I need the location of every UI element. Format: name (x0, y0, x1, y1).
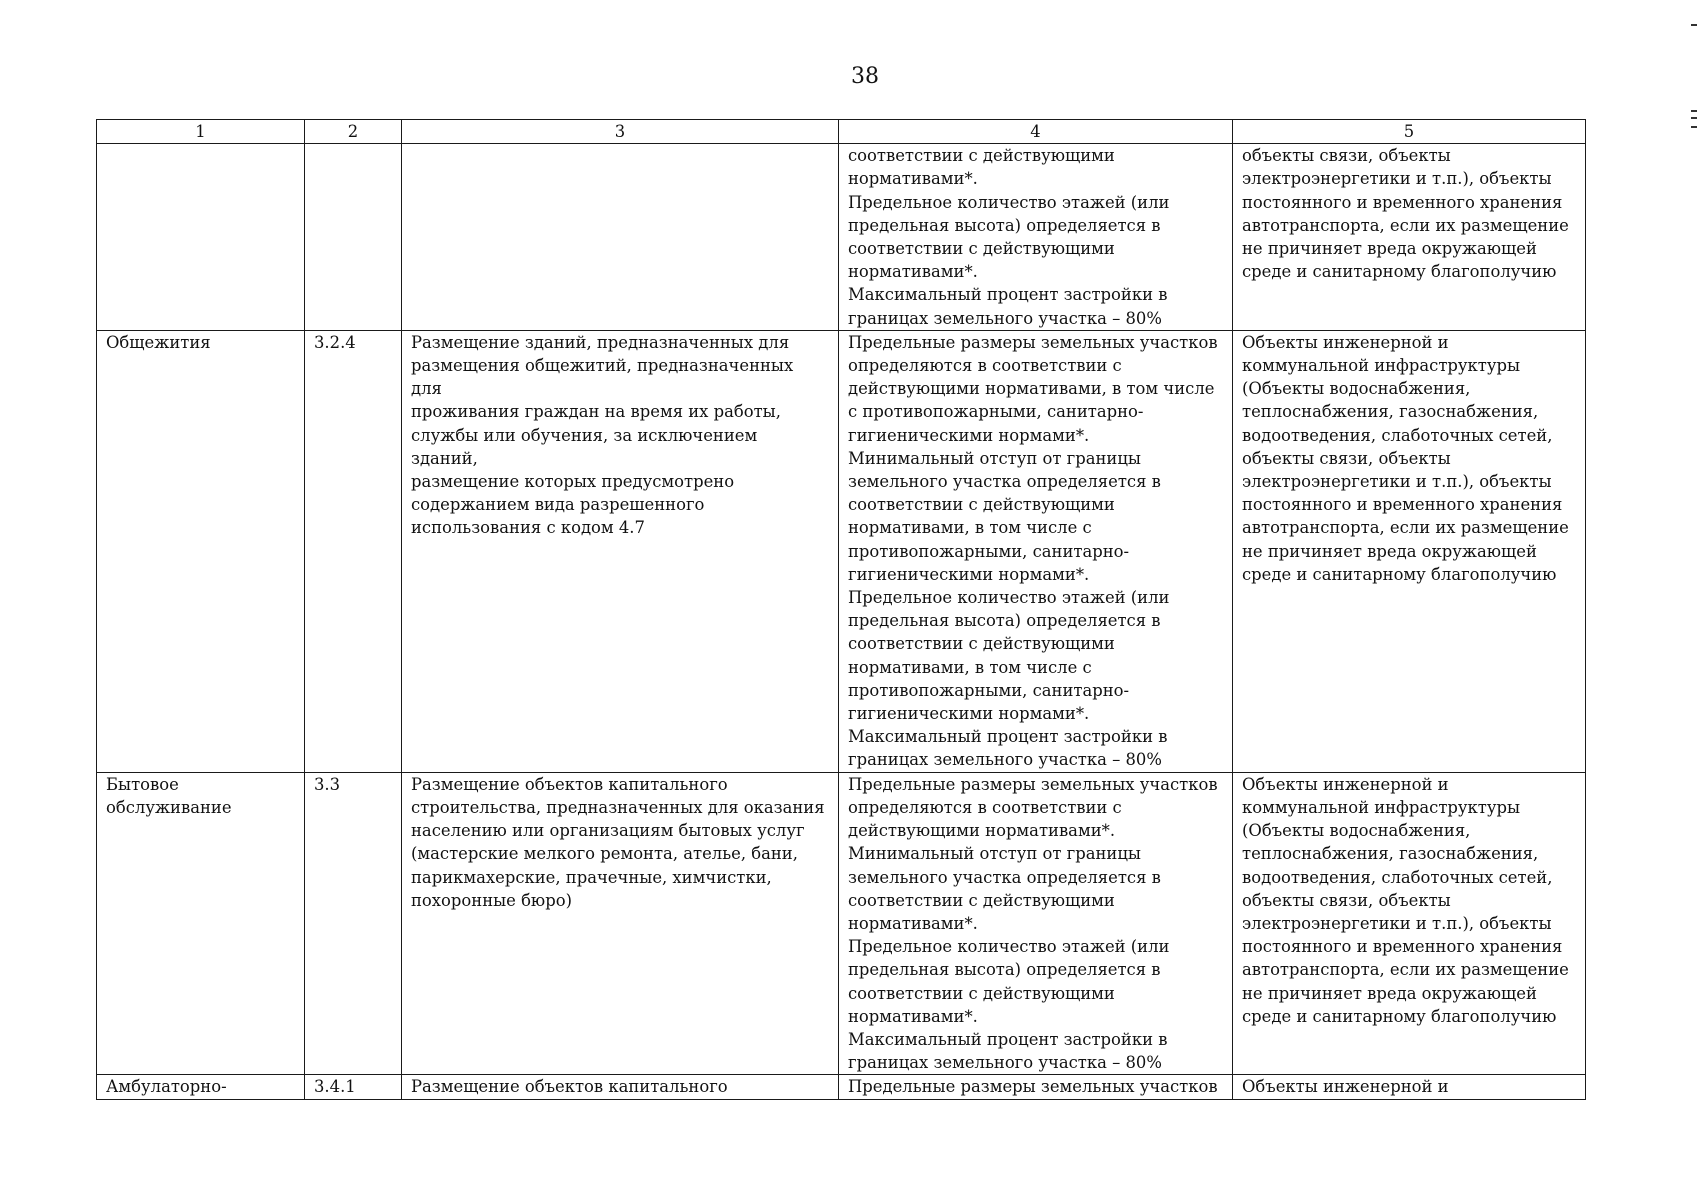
use-type-code: 3.3 (305, 772, 402, 1075)
column-header: 4 (839, 120, 1233, 144)
column-header: 2 (305, 120, 402, 144)
use-type-infrastructure: Объекты инженерной и (1233, 1075, 1586, 1099)
use-type-code: 3.2.4 (305, 330, 402, 772)
column-header: 5 (1233, 120, 1586, 144)
use-type-name (97, 144, 305, 331)
use-type-description (402, 144, 839, 331)
table-header-row (97, 120, 1586, 144)
column-header: 1 (97, 120, 305, 144)
use-type-parameters: Предельные размеры земельных участков определяются в соответствии с действующими нормативами, в том числе с противопожарными, санитарно- гигиеническими нормами*. Минимальный отступ от границы земельного участка определяется в соответствии с действующими нормативами, в том числе с противопожарными, санитарно- гигиеническими нормами*. Предельное количество этажей (или предельная высота) определяется в соответствии с действующими нормативами, в том числе с противопожарными, санитарно- гигиеническими нормами*. Максимальный процент застройки в границах земельного участка – 80% (839, 330, 1233, 772)
use-type-code (305, 144, 402, 331)
use-type-description: Размещение объектов капитального строительства, предназначенных для оказания населению или организациям бытовых услуг (мастерские мелкого ремонта, ателье, бани, парикмахерские, прачечные, химчистки, похоронные бюро) (402, 772, 839, 1075)
table-row (97, 144, 1586, 331)
use-type-infrastructure: Объекты инженерной и коммунальной инфраструктуры (Объекты водоснабжения, теплоснабжения, газоснабжения, водоотведения, слаботочных сетей, объекты связи, объекты электроэнергетики и т.п.), объекты постоянного и временного хранения автотранспорта, если их размещение не причиняет вреда окружающей среде и санитарному благополучию (1233, 330, 1586, 772)
use-type-parameters: соответствии с действующими нормативами*. Предельное количество этажей (или предельная высота) определяется в соответствии с действующими нормативами*. Максимальный процент застройки в границах земельного участка – 80% (839, 144, 1233, 331)
use-type-infrastructure: Объекты инженерной и коммунальной инфраструктуры (Объекты водоснабжения, теплоснабжения, газоснабжения, водоотведения, слаботочных сетей, объекты связи, объекты электроэнергетики и т.п.), объекты постоянного и временного хранения автотранспорта, если их размещение не причиняет вреда окружающей среде и санитарному благополучию (1233, 772, 1586, 1075)
table-row (97, 1075, 1586, 1099)
use-type-code: 3.4.1 (305, 1075, 402, 1099)
use-type-description: Размещение объектов капитального (402, 1075, 839, 1099)
scan-edge-mark (1691, 110, 1697, 128)
table-row (97, 330, 1586, 772)
table-row (97, 772, 1586, 1075)
scan-edge-mark (1691, 24, 1697, 26)
use-type-name: Общежития (97, 330, 305, 772)
use-type-name: Амбулаторно- (97, 1075, 305, 1099)
page-number: 38 (851, 64, 879, 89)
use-type-parameters: Предельные размеры земельных участков (839, 1075, 1233, 1099)
column-header: 3 (402, 120, 839, 144)
use-type-description: Размещение зданий, предназначенных для размещения общежитий, предназначенных для проживания граждан на время их работы, службы или обучения, за исключением зданий, размещение которых предусмотрено содержанием вида разрешенного использования с кодом 4.7 (402, 330, 839, 772)
use-type-infrastructure: объекты связи, объекты электроэнергетики и т.п.), объекты постоянного и временного хранения автотранспорта, если их размещение не причиняет вреда окружающей среде и санитарному благополучию (1233, 144, 1586, 331)
use-type-parameters: Предельные размеры земельных участков определяются в соответствии с действующими нормативами*. Минимальный отступ от границы земельного участка определяется в соответствии с действующими нормативами*. Предельное количество этажей (или предельная высота) определяется в соответствии с действующими нормативами*. Максимальный процент застройки в границах земельного участка – 80% (839, 772, 1233, 1075)
use-type-name: Бытовое обслуживание (97, 772, 305, 1075)
land-use-table (96, 119, 1586, 1100)
